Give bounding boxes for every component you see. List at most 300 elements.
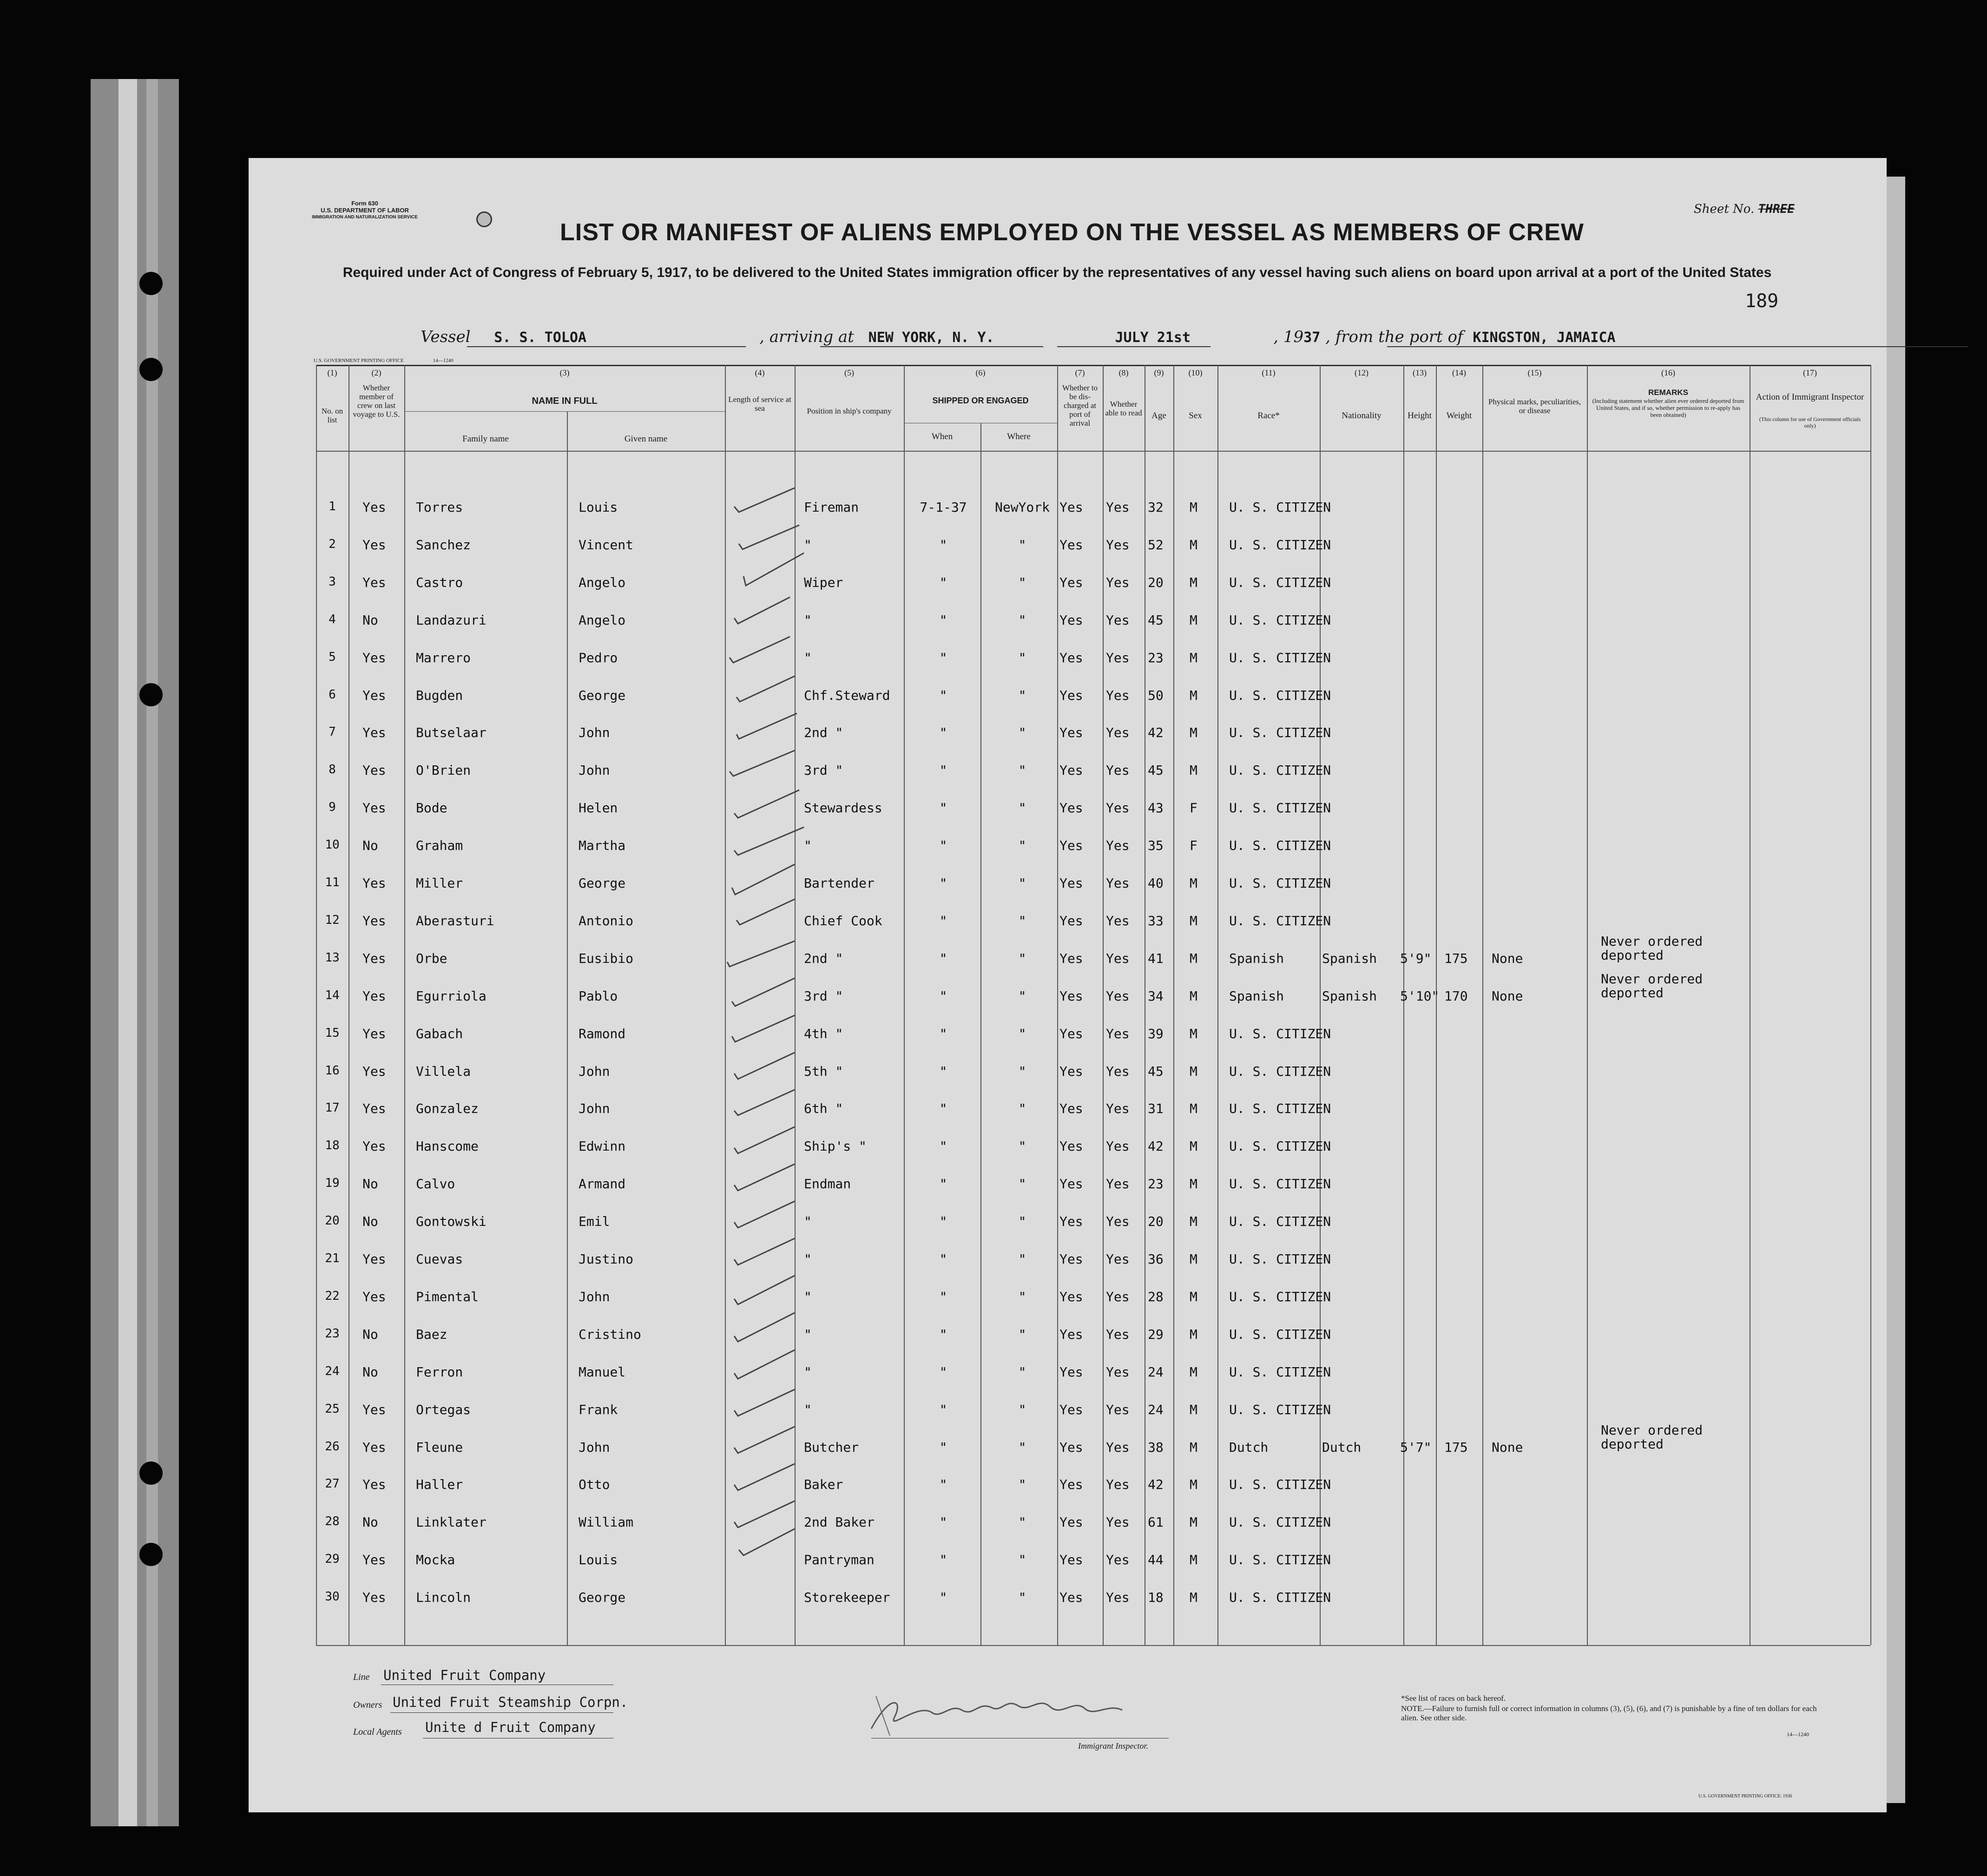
shipped-when-cell: " bbox=[939, 1327, 947, 1342]
header-family-name: Family name bbox=[462, 434, 509, 444]
race-cell: U. S. CITIZEN bbox=[1229, 688, 1331, 703]
row-number-cell: 18 bbox=[325, 1139, 340, 1152]
family-name-cell: Miller bbox=[416, 875, 463, 891]
arrival-year: 37 bbox=[1303, 329, 1321, 346]
member-last-voyage-cell: Yes bbox=[362, 1139, 386, 1154]
member-last-voyage-cell: No bbox=[362, 838, 378, 853]
table-row bbox=[249, 1590, 1870, 1622]
position-cell: Ship's " bbox=[804, 1139, 867, 1154]
sex-cell: M bbox=[1190, 1064, 1197, 1079]
row-number-cell: 15 bbox=[325, 1026, 340, 1040]
shipped-when-cell: " bbox=[939, 612, 947, 628]
position-cell: 3rd " bbox=[804, 763, 843, 778]
sex-cell: M bbox=[1190, 875, 1197, 891]
table-row bbox=[249, 971, 1870, 1021]
discharged-cell: Yes bbox=[1059, 800, 1083, 816]
discharged-cell: Yes bbox=[1059, 1251, 1083, 1267]
sex-cell: M bbox=[1190, 1214, 1197, 1229]
sex-cell: M bbox=[1190, 913, 1197, 928]
age-cell: 23 bbox=[1148, 1176, 1164, 1191]
shipped-where-cell: " bbox=[1018, 1139, 1026, 1154]
discharged-cell: Yes bbox=[1059, 1176, 1083, 1191]
family-name-cell: Sanchez bbox=[416, 537, 471, 553]
member-last-voyage-cell: Yes bbox=[362, 763, 386, 778]
member-last-voyage-cell: Yes bbox=[362, 988, 386, 1004]
shipped-when-cell: " bbox=[939, 1440, 947, 1455]
sex-cell: M bbox=[1190, 650, 1197, 665]
manifest-sheet bbox=[249, 158, 1887, 1812]
row-number-cell: 4 bbox=[329, 612, 336, 626]
shipped-when-cell: " bbox=[939, 913, 947, 928]
position-cell: 5th " bbox=[804, 1064, 843, 1079]
family-name-cell: Bugden bbox=[416, 688, 463, 703]
header-remarks: REMARKS bbox=[1648, 388, 1688, 397]
given-name-cell: Cristino bbox=[579, 1327, 641, 1342]
shipped-when-cell: " bbox=[939, 1402, 947, 1417]
able-to-read-cell: Yes bbox=[1106, 575, 1130, 590]
position-cell: " bbox=[804, 537, 812, 553]
header-physical: Physical marks, peculiarities, or disease bbox=[1488, 397, 1581, 415]
family-name-cell: Aberasturi bbox=[416, 913, 494, 928]
family-name-cell: Ferron bbox=[416, 1364, 463, 1380]
position-cell: " bbox=[804, 1251, 812, 1267]
given-name-cell: Pedro bbox=[579, 650, 618, 665]
owners-underline bbox=[390, 1712, 613, 1713]
header-action: Action of Immigrant Inspector bbox=[1756, 392, 1864, 402]
position-cell: Wiper bbox=[804, 575, 843, 590]
sex-cell: M bbox=[1190, 1402, 1197, 1417]
member-last-voyage-cell: Yes bbox=[362, 1101, 386, 1116]
col-number: (14) bbox=[1452, 368, 1466, 377]
able-to-read-cell: Yes bbox=[1106, 650, 1130, 665]
form-number: Form 630 bbox=[351, 200, 378, 207]
table-row bbox=[249, 1327, 1870, 1359]
owners-value: United Fruit Steamship Corpn. bbox=[393, 1694, 628, 1710]
binder-hole bbox=[139, 1461, 163, 1485]
col-number: (2) bbox=[371, 368, 382, 377]
row-number-cell: 8 bbox=[329, 763, 336, 777]
member-last-voyage-cell: Yes bbox=[362, 725, 386, 740]
row-number-cell: 13 bbox=[325, 951, 340, 965]
age-cell: 45 bbox=[1148, 612, 1164, 628]
given-name-cell: John bbox=[579, 1289, 610, 1304]
given-name-cell: Edwinn bbox=[579, 1139, 626, 1154]
family-name-cell: Marrero bbox=[416, 650, 471, 665]
race-cell: Spanish bbox=[1229, 951, 1284, 966]
given-name-cell: Angelo bbox=[579, 575, 626, 590]
able-to-read-cell: Yes bbox=[1106, 1176, 1130, 1191]
sex-cell: M bbox=[1190, 1026, 1197, 1041]
discharged-cell: Yes bbox=[1059, 537, 1083, 553]
shipped-where-cell: " bbox=[1018, 988, 1026, 1004]
race-cell: Spanish bbox=[1229, 988, 1284, 1004]
discharged-cell: Yes bbox=[1059, 1590, 1083, 1605]
sheet-value: THREE bbox=[1758, 202, 1795, 216]
race-cell: U. S. CITIZEN bbox=[1229, 875, 1331, 891]
shipped-where-cell: " bbox=[1018, 688, 1026, 703]
able-to-read-cell: Yes bbox=[1106, 913, 1130, 928]
sex-cell: M bbox=[1190, 1139, 1197, 1154]
shipped-where-cell: " bbox=[1018, 575, 1026, 590]
height-cell: 5'7" bbox=[1400, 1440, 1432, 1455]
nationality-cell: Dutch bbox=[1322, 1440, 1362, 1455]
shipped-when-cell: " bbox=[939, 838, 947, 853]
height-cell: 5'10" bbox=[1400, 988, 1440, 1004]
position-cell: 2nd Baker bbox=[804, 1514, 875, 1530]
member-last-voyage-cell: Yes bbox=[362, 688, 386, 703]
row-number-cell: 16 bbox=[325, 1064, 340, 1078]
row-number-cell: 26 bbox=[325, 1440, 340, 1454]
given-name-cell: Justino bbox=[579, 1251, 634, 1267]
family-name-cell: O'Brien bbox=[416, 763, 471, 778]
able-to-read-cell: Yes bbox=[1106, 1514, 1130, 1530]
table-row bbox=[249, 1176, 1870, 1209]
able-to-read-cell: Yes bbox=[1106, 1402, 1130, 1417]
discharged-cell: Yes bbox=[1059, 1327, 1083, 1342]
shipped-where-cell: " bbox=[1018, 951, 1026, 966]
service: IMMIGRATION AND NATURALIZATION SERVICE bbox=[312, 215, 418, 220]
race-cell: U. S. CITIZEN bbox=[1229, 1402, 1331, 1417]
header-height: Height bbox=[1408, 411, 1432, 421]
age-cell: 39 bbox=[1148, 1026, 1164, 1041]
col-number: (3) bbox=[559, 368, 570, 377]
race-cell: U. S. CITIZEN bbox=[1229, 537, 1331, 553]
race-cell: U. S. CITIZEN bbox=[1229, 1251, 1331, 1267]
physical-marks-cell: None bbox=[1492, 951, 1523, 966]
header-race: Race* bbox=[1257, 411, 1280, 421]
family-name-cell: Hanscome bbox=[416, 1139, 479, 1154]
col-number: (8) bbox=[1119, 368, 1129, 377]
discharged-cell: Yes bbox=[1059, 688, 1083, 703]
family-name-cell: Cuevas bbox=[416, 1251, 463, 1267]
sex-cell: M bbox=[1190, 688, 1197, 703]
discharged-cell: Yes bbox=[1059, 1477, 1083, 1492]
discharged-cell: Yes bbox=[1059, 500, 1083, 515]
binder-hole bbox=[139, 1543, 163, 1566]
shipped-when-cell: " bbox=[939, 1364, 947, 1380]
member-last-voyage-cell: Yes bbox=[362, 1590, 386, 1605]
member-last-voyage-cell: Yes bbox=[362, 1402, 386, 1417]
given-name-cell: Frank bbox=[579, 1402, 618, 1417]
race-cell: U. S. CITIZEN bbox=[1229, 913, 1331, 928]
able-to-read-cell: Yes bbox=[1106, 951, 1130, 966]
position-cell: Bartender bbox=[804, 875, 875, 891]
able-to-read-cell: Yes bbox=[1106, 1364, 1130, 1380]
position-cell: 2nd " bbox=[804, 951, 843, 966]
given-name-cell: George bbox=[579, 688, 626, 703]
shipped-where-cell: " bbox=[1018, 1402, 1026, 1417]
position-cell: Chf.Steward bbox=[804, 688, 890, 703]
race-note: *See list of races on back hereof. bbox=[1401, 1694, 1506, 1703]
able-to-read-cell: Yes bbox=[1106, 988, 1130, 1004]
family-name-cell: Lincoln bbox=[416, 1590, 471, 1605]
printing-office-text: U.S. GOVERNMENT PRINTING OFFICE bbox=[314, 358, 404, 363]
member-last-voyage-cell: Yes bbox=[362, 951, 386, 966]
col-number: (13) bbox=[1413, 368, 1427, 377]
given-name-cell: Vincent bbox=[579, 537, 634, 553]
line-label: Line bbox=[353, 1672, 370, 1682]
shipped-when-cell: " bbox=[939, 1176, 947, 1191]
height-cell: 5'9" bbox=[1400, 951, 1432, 966]
given-name-cell: William bbox=[579, 1514, 634, 1530]
header-no-on-list: No. on list bbox=[321, 407, 343, 424]
position-cell: Endman bbox=[804, 1176, 851, 1191]
shipped-where-cell: " bbox=[1018, 1590, 1026, 1605]
age-cell: 38 bbox=[1148, 1440, 1164, 1455]
age-cell: 45 bbox=[1148, 1064, 1164, 1079]
from-port-label: , from the port of bbox=[1325, 328, 1463, 346]
race-cell: U. S. CITIZEN bbox=[1229, 500, 1331, 515]
row-number-cell: 6 bbox=[329, 688, 336, 702]
sex-cell: M bbox=[1190, 951, 1197, 966]
sex-cell: M bbox=[1190, 1176, 1197, 1191]
sex-cell: M bbox=[1190, 1590, 1197, 1605]
table-row bbox=[249, 800, 1870, 833]
age-cell: 33 bbox=[1148, 913, 1164, 928]
arrival-port: NEW YORK, N. Y. bbox=[868, 329, 994, 346]
row-number-cell: 24 bbox=[325, 1364, 340, 1378]
able-to-read-cell: Yes bbox=[1106, 500, 1130, 515]
family-name-cell: Linklater bbox=[416, 1514, 487, 1530]
age-cell: 45 bbox=[1148, 763, 1164, 778]
discharged-cell: Yes bbox=[1059, 1440, 1083, 1455]
age-cell: 61 bbox=[1148, 1514, 1164, 1530]
shipped-when-cell: " bbox=[939, 688, 947, 703]
table-row bbox=[249, 537, 1870, 570]
shipped-when-cell: " bbox=[939, 1514, 947, 1530]
header-given-name: Given name bbox=[624, 434, 668, 444]
able-to-read-cell: Yes bbox=[1106, 725, 1130, 740]
given-name-cell: George bbox=[579, 1590, 626, 1605]
arriving-label: , arriving at bbox=[759, 328, 854, 346]
table-row bbox=[249, 1101, 1870, 1133]
sex-cell: M bbox=[1190, 1552, 1197, 1567]
member-last-voyage-cell: Yes bbox=[362, 650, 386, 665]
col-number: (4) bbox=[755, 368, 765, 377]
row-number-cell: 23 bbox=[325, 1327, 340, 1341]
header-age: Age bbox=[1151, 411, 1166, 421]
shipped-when-cell: " bbox=[939, 1590, 947, 1605]
member-last-voyage-cell: Yes bbox=[362, 537, 386, 553]
sex-cell: M bbox=[1190, 1251, 1197, 1267]
able-to-read-cell: Yes bbox=[1106, 1289, 1130, 1304]
sex-cell: M bbox=[1190, 1477, 1197, 1492]
table-row bbox=[249, 1514, 1870, 1547]
age-cell: 41 bbox=[1148, 951, 1164, 966]
race-cell: U. S. CITIZEN bbox=[1229, 1139, 1331, 1154]
discharged-cell: Yes bbox=[1059, 650, 1083, 665]
position-cell: 3rd " bbox=[804, 988, 843, 1004]
shipped-when-cell: " bbox=[939, 800, 947, 816]
able-to-read-cell: Yes bbox=[1106, 1477, 1130, 1492]
document-title: LIST OR MANIFEST OF ALIENS EMPLOYED ON THE VESSEL AS MEMBERS OF CREW bbox=[560, 219, 1584, 246]
discharged-cell: Yes bbox=[1059, 913, 1083, 928]
family-name-cell: Orbe bbox=[416, 951, 447, 966]
shipped-where-cell: " bbox=[1018, 650, 1026, 665]
sex-cell: M bbox=[1190, 1327, 1197, 1342]
shipped-when-cell: " bbox=[939, 1026, 947, 1041]
position-cell: Fireman bbox=[804, 500, 859, 515]
discharged-cell: Yes bbox=[1059, 1289, 1083, 1304]
header-position: Position in ship's company bbox=[807, 407, 892, 415]
shipped-when-cell: " bbox=[939, 951, 947, 966]
weight-cell: 175 bbox=[1444, 951, 1468, 966]
family-name-cell: Egurriola bbox=[416, 988, 487, 1004]
sex-cell: M bbox=[1190, 500, 1197, 515]
given-name-cell: Pablo bbox=[579, 988, 618, 1004]
footer-printing: U.S. GOVERNMENT PRINTING OFFICE: 1936 bbox=[1698, 1794, 1792, 1799]
col-number: (10) bbox=[1188, 368, 1203, 377]
shipped-where-cell: " bbox=[1018, 1440, 1026, 1455]
sex-cell: M bbox=[1190, 725, 1197, 740]
shipped-when-cell: " bbox=[939, 1214, 947, 1229]
member-last-voyage-cell: Yes bbox=[362, 913, 386, 928]
row-number-cell: 1 bbox=[329, 500, 336, 513]
sex-cell: M bbox=[1190, 537, 1197, 553]
remarks-cell: Never ordered deported bbox=[1601, 1422, 1703, 1452]
discharged-cell: Yes bbox=[1059, 1101, 1083, 1116]
member-last-voyage-cell: No bbox=[362, 1327, 378, 1342]
shipped-where-cell: " bbox=[1018, 1064, 1026, 1079]
discharged-cell: Yes bbox=[1059, 1139, 1083, 1154]
age-cell: 24 bbox=[1148, 1402, 1164, 1417]
row-number-cell: 22 bbox=[325, 1289, 340, 1303]
given-name-cell: John bbox=[579, 763, 610, 778]
line-value: United Fruit Company bbox=[383, 1667, 546, 1683]
able-to-read-cell: Yes bbox=[1106, 763, 1130, 778]
sex-cell: M bbox=[1190, 1289, 1197, 1304]
footer-code: 14—1240 bbox=[1787, 1731, 1809, 1738]
col-number: (5) bbox=[844, 368, 854, 377]
able-to-read-cell: Yes bbox=[1106, 838, 1130, 853]
member-last-voyage-cell: Yes bbox=[362, 875, 386, 891]
race-cell: U. S. CITIZEN bbox=[1229, 1590, 1331, 1605]
shipped-when-cell: " bbox=[939, 1251, 947, 1267]
binder-hole bbox=[139, 683, 163, 706]
member-last-voyage-cell: No bbox=[362, 1514, 378, 1530]
col-number: (12) bbox=[1355, 368, 1369, 377]
shipped-where-cell: " bbox=[1018, 1176, 1026, 1191]
position-cell: " bbox=[804, 1289, 812, 1304]
shipped-where-cell: " bbox=[1018, 537, 1026, 553]
age-cell: 40 bbox=[1148, 875, 1164, 891]
able-to-read-cell: Yes bbox=[1106, 1327, 1130, 1342]
race-cell: U. S. CITIZEN bbox=[1229, 1214, 1331, 1229]
able-to-read-cell: Yes bbox=[1106, 800, 1130, 816]
physical-marks-cell: None bbox=[1492, 1440, 1523, 1455]
family-name-cell: Ortegas bbox=[416, 1402, 471, 1417]
shipped-when-cell: " bbox=[939, 1101, 947, 1116]
row-number-cell: 29 bbox=[325, 1552, 340, 1566]
given-name-cell: Manuel bbox=[579, 1364, 626, 1380]
age-cell: 32 bbox=[1148, 500, 1164, 515]
row-number-cell: 27 bbox=[325, 1477, 340, 1491]
member-last-voyage-cell: Yes bbox=[362, 575, 386, 590]
row-number-cell: 10 bbox=[325, 838, 340, 852]
col-number: (16) bbox=[1661, 368, 1675, 377]
given-name-cell: John bbox=[579, 1101, 610, 1116]
given-name-cell: Martha bbox=[579, 838, 626, 853]
race-cell: U. S. CITIZEN bbox=[1229, 1064, 1331, 1079]
shipped-when-cell: " bbox=[939, 537, 947, 553]
sex-cell: M bbox=[1190, 575, 1197, 590]
age-cell: 36 bbox=[1148, 1251, 1164, 1267]
vessel-name: S. S. TOLOA bbox=[494, 329, 586, 346]
discharged-cell: Yes bbox=[1059, 1026, 1083, 1041]
shipped-when-cell: " bbox=[939, 988, 947, 1004]
member-last-voyage-cell: No bbox=[362, 1214, 378, 1229]
able-to-read-cell: Yes bbox=[1106, 1101, 1130, 1116]
able-to-read-cell: Yes bbox=[1106, 537, 1130, 553]
member-last-voyage-cell: Yes bbox=[362, 1477, 386, 1492]
able-to-read-cell: Yes bbox=[1106, 875, 1130, 891]
table-row bbox=[249, 838, 1870, 870]
given-name-cell: Emil bbox=[579, 1214, 610, 1229]
col-number: (6) bbox=[975, 368, 986, 377]
row-number-cell: 14 bbox=[325, 988, 340, 1002]
shipped-where-cell: " bbox=[1018, 1477, 1026, 1492]
race-cell: U. S. CITIZEN bbox=[1229, 1477, 1331, 1492]
able-to-read-cell: Yes bbox=[1106, 1139, 1130, 1154]
discharged-cell: Yes bbox=[1059, 838, 1083, 853]
given-name-cell: George bbox=[579, 875, 626, 891]
table-row bbox=[249, 1364, 1870, 1397]
shipped-where-cell: " bbox=[1018, 612, 1026, 628]
table-row bbox=[249, 1477, 1870, 1509]
header-discharged: Whether to be dis-charged at port of arrival bbox=[1062, 383, 1098, 428]
agents-value: Unite d Fruit Company bbox=[425, 1719, 596, 1735]
shipped-where-cell: " bbox=[1018, 1026, 1026, 1041]
position-cell: " bbox=[804, 1364, 812, 1380]
race-cell: U. S. CITIZEN bbox=[1229, 1289, 1331, 1304]
shipped-when-cell: " bbox=[939, 1477, 947, 1492]
position-cell: Chief Cook bbox=[804, 913, 882, 928]
arrival-date: JULY 21st bbox=[1115, 329, 1191, 346]
position-cell: Stewardess bbox=[804, 800, 882, 816]
nationality-cell: Spanish bbox=[1322, 988, 1377, 1004]
table-row bbox=[249, 688, 1870, 720]
able-to-read-cell: Yes bbox=[1106, 1214, 1130, 1229]
shipped-when-cell: " bbox=[939, 1139, 947, 1154]
shipped-where-cell: " bbox=[1018, 1289, 1026, 1304]
table-row bbox=[249, 575, 1870, 607]
table-row bbox=[249, 1552, 1870, 1585]
inspector-label: Immigrant Inspector. bbox=[1078, 1741, 1148, 1751]
row-number-cell: 12 bbox=[325, 913, 340, 927]
position-cell: " bbox=[804, 650, 812, 665]
position-cell: 4th " bbox=[804, 1026, 843, 1041]
race-cell: U. S. CITIZEN bbox=[1229, 575, 1331, 590]
able-to-read-cell: Yes bbox=[1106, 1251, 1130, 1267]
vessel-label: Vessel bbox=[421, 328, 471, 346]
race-cell: U. S. CITIZEN bbox=[1229, 1514, 1331, 1530]
age-cell: 42 bbox=[1148, 1139, 1164, 1154]
family-name-cell: Baez bbox=[416, 1327, 447, 1342]
sex-cell: F bbox=[1190, 838, 1197, 853]
family-name-cell: Haller bbox=[416, 1477, 463, 1492]
position-cell: " bbox=[804, 1402, 812, 1417]
remarks-cell: Never ordered deported bbox=[1601, 971, 1703, 1001]
header-where: Where bbox=[1007, 432, 1031, 441]
member-last-voyage-cell: No bbox=[362, 1176, 378, 1191]
given-name-cell: John bbox=[579, 1440, 610, 1455]
page-number: 189 bbox=[1745, 290, 1779, 312]
given-name-cell: Louis bbox=[579, 500, 618, 515]
shipped-when-cell: " bbox=[939, 1552, 947, 1567]
printing-code: 14—1240 bbox=[433, 358, 454, 363]
family-name-cell: Fleune bbox=[416, 1440, 463, 1455]
discharged-cell: Yes bbox=[1059, 1514, 1083, 1530]
